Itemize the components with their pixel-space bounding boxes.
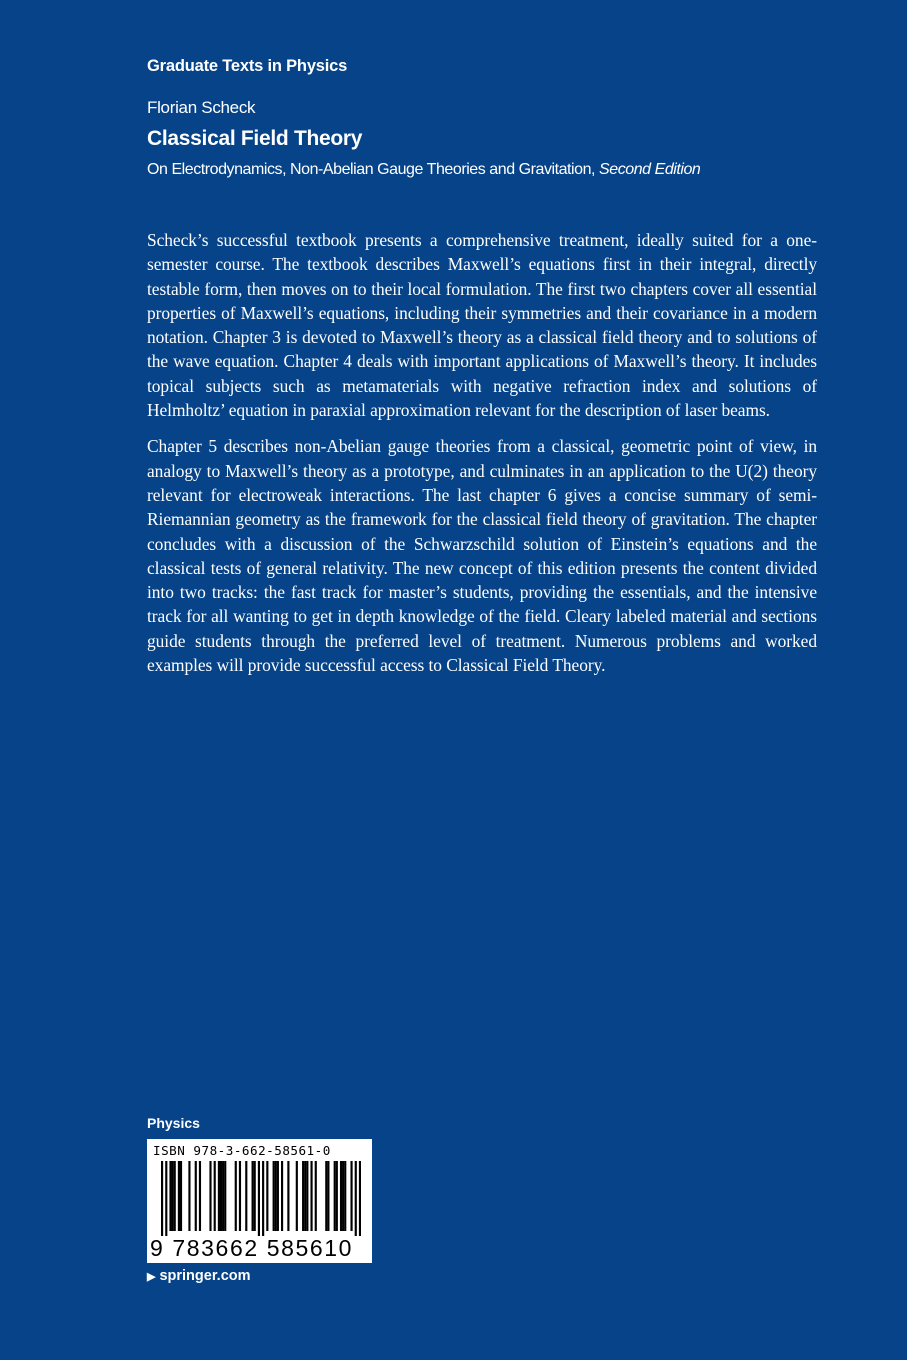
barcode-bar <box>209 1161 211 1231</box>
barcode-bar <box>359 1161 361 1236</box>
barcode-bar <box>350 1161 352 1231</box>
barcode-bar <box>281 1161 283 1231</box>
barcode-bar <box>310 1161 312 1231</box>
barcode-bar <box>275 1161 277 1231</box>
barcode-bar <box>218 1161 220 1231</box>
barcode-bar <box>304 1161 306 1231</box>
book-subtitle <box>147 161 700 179</box>
barcode-bar <box>315 1161 317 1231</box>
barcode-bar <box>180 1161 182 1231</box>
barcode-bar <box>220 1161 222 1231</box>
barcode-bar <box>325 1161 327 1231</box>
barcode-bar <box>355 1161 357 1236</box>
subtitle-main: On Electrodynamics, Non-Abelian Gauge Theories and Gravitation, <box>147 161 600 178</box>
series-name: Graduate Texts in Physics <box>147 57 348 75</box>
barcode-bar <box>169 1161 171 1231</box>
subtitle-edition: Second Edition <box>599 161 701 178</box>
isbn-barcode <box>147 1139 372 1263</box>
barcode-icon <box>161 1161 361 1236</box>
barcode-bar <box>188 1161 190 1231</box>
barcode-bar <box>245 1161 247 1231</box>
barcode-bar <box>258 1161 260 1236</box>
barcode-bar <box>195 1161 197 1231</box>
barcode-bar <box>340 1161 342 1231</box>
barcode-bar <box>327 1161 329 1231</box>
barcode-bar <box>336 1161 338 1231</box>
barcode-bar <box>344 1161 346 1231</box>
blurb <box>147 228 817 689</box>
barcode-bar <box>174 1161 176 1231</box>
barcode-bar <box>302 1161 304 1231</box>
barcode-bar <box>161 1161 163 1236</box>
barcode-bar <box>254 1161 256 1231</box>
category-label: Physics <box>147 1115 200 1131</box>
barcode-bar <box>277 1161 279 1231</box>
barcode-bar <box>252 1161 254 1231</box>
barcode-bar <box>266 1161 268 1231</box>
blurb-paragraph-1: Scheck’s successful textbook presents a comprehensive treatment, ideally suited for a one-semester course. The textbook describes Maxwell’s equations first in their integral, directly testable form, then moves on to their local formulation. The first two chapters cover all essential properties of Maxwell’s equations, including their symmetries and their covariance in a modern notation. Chapter 3 is devoted to Maxwell’s theory as a classical field theory and to solutions of the wave equation. Chapter 4 deals with important applications of Maxwell’s theory. It includes topical subjects such as metamaterials with negative refraction index and solutions of Helmholtz’ equation in paraxial approximation relevant for the description of laser beams. <box>147 230 817 421</box>
barcode-bar <box>239 1161 241 1231</box>
barcode-bar <box>178 1161 180 1231</box>
barcode-bar <box>222 1161 224 1231</box>
barcode-bar <box>165 1161 167 1236</box>
play-arrow-icon: ▶ <box>147 1271 156 1283</box>
ean-digits: 9 783662 585610 <box>150 1235 354 1261</box>
barcode-bar <box>334 1161 336 1231</box>
website-label: springer.com <box>159 1268 251 1284</box>
barcode-bar <box>306 1161 308 1231</box>
barcode-bar <box>296 1161 298 1231</box>
barcode-bar <box>262 1161 264 1236</box>
barcode-bar <box>199 1161 201 1231</box>
barcode-bar <box>287 1161 289 1231</box>
publisher-website[interactable] <box>147 1268 251 1284</box>
blurb-paragraph-2: Chapter 5 describes non-Abelian gauge theories from a classical, geometric point of view, in analogy to Maxwell’s theory as a prototype, and culminates in an application to the U(2) theory relevant for electroweak interactions. The last chapter 6 gives a concise summary of semi-Riemannian geometry as the framework for the classical field theory of gravitation. The chapter concludes with a discussion of the Schwarzschild solution of Einstein’s equations and the classical tests of general relativity. The new concept of this edition presents the content divided into two tracks: the fast track for master’s students, providing the essentials, and the intensive track for all wanting to get in depth knowledge of the field. Cleary labeled material and sections guide students through the preferred level of treatment. Numerous problems and worked examples will provide successful access to Classical Field Theory. <box>147 436 817 676</box>
book-title: Classical Field Theory <box>147 127 363 150</box>
barcode-bar <box>214 1161 216 1231</box>
isbn-label: ISBN 978-3-662-58561-0 <box>153 1143 331 1158</box>
barcode-bar <box>235 1161 237 1231</box>
barcode-bar <box>342 1161 344 1231</box>
barcode-bar <box>224 1161 226 1231</box>
barcode-bar <box>273 1161 275 1231</box>
barcode-bar <box>172 1161 174 1231</box>
author-name: Florian Scheck <box>147 98 256 117</box>
